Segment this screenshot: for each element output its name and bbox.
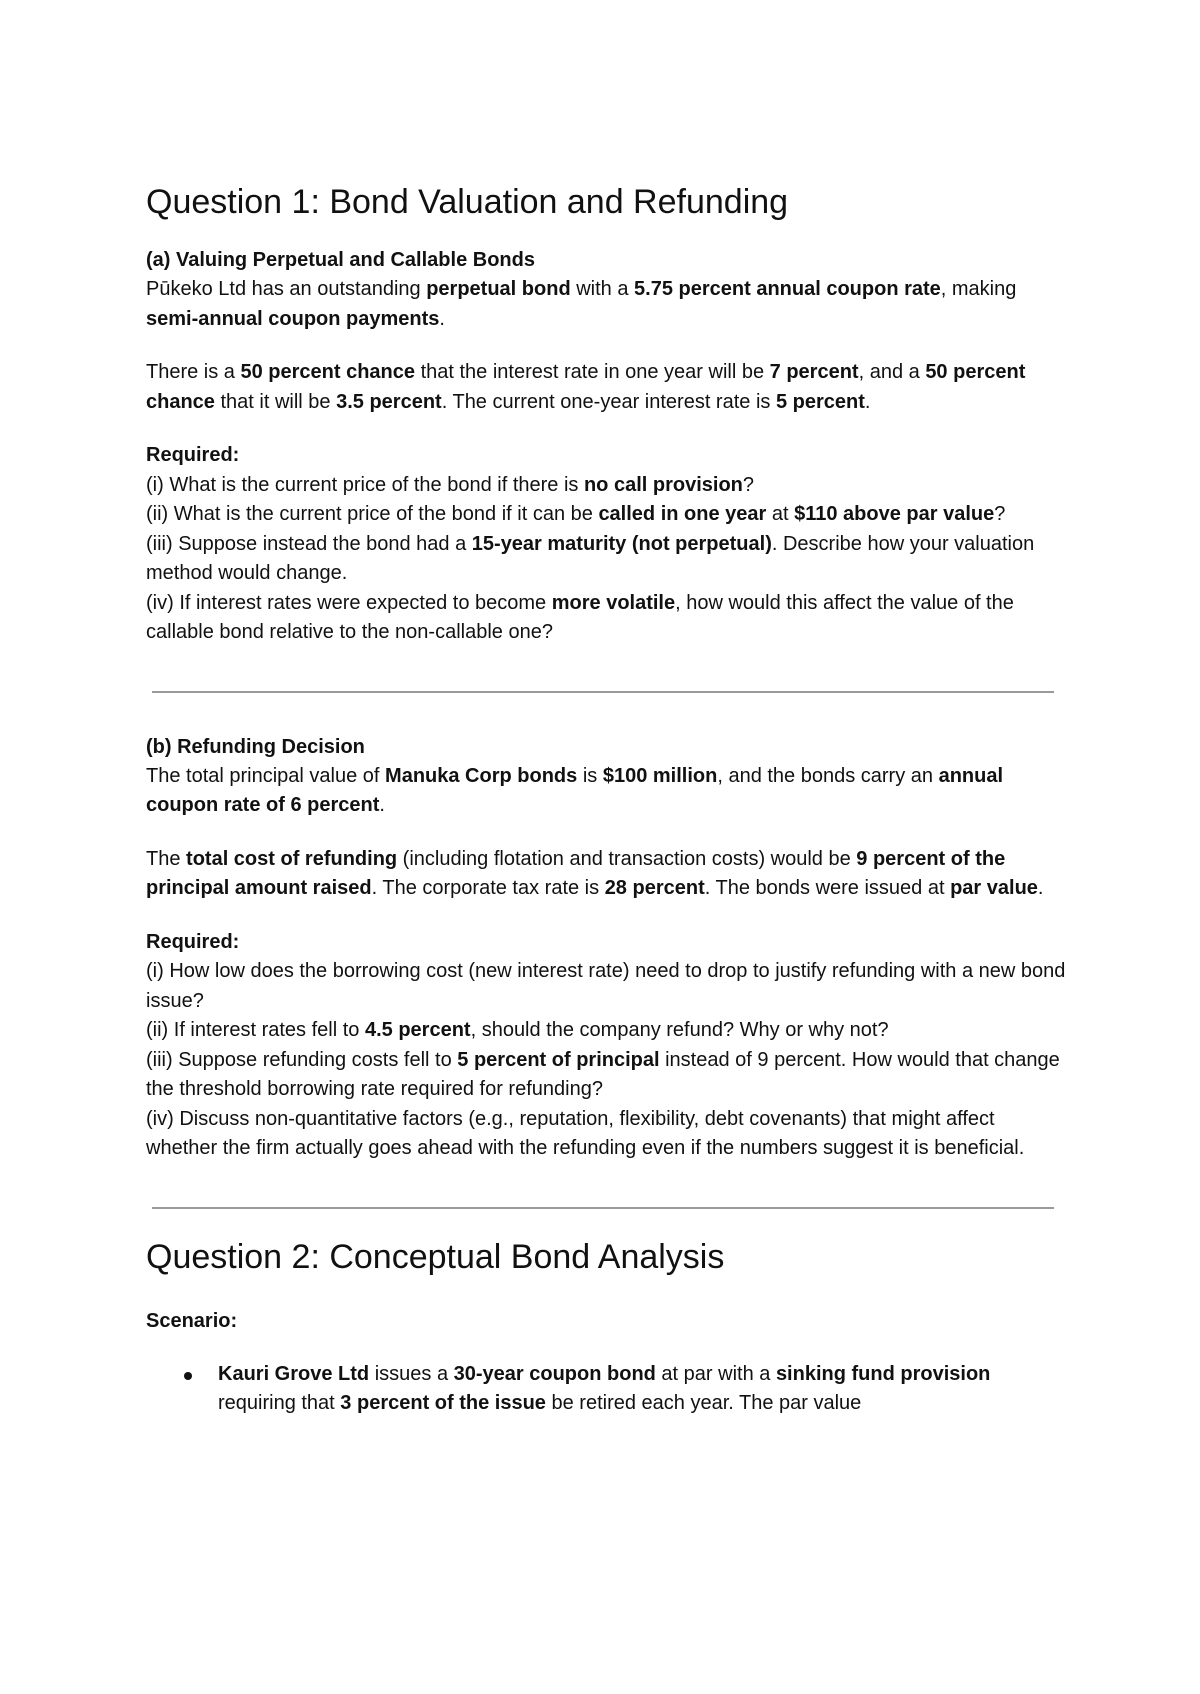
part-a-probabilities: There is a 50 percent chance that the interest rate in one year will be 7 percent, and a 50 percent chance that it will be 3.5 percent. The current one-year interest rate is 5 percent. [146,361,1026,413]
part-a-required-item: (ii) What is the current price of the bond if it can be called in one year at $110 above par value? [146,503,1006,525]
bullet-icon [184,1372,192,1380]
section-divider [152,691,1054,693]
section-divider [152,1207,1054,1209]
part-a-required-label: Required: [146,444,240,466]
part-a-required-item: (iv) If interest rates were expected to become more volatile, how would this affect the value of the callable bond relative to the non-callable one? [146,591,1014,643]
part-b-heading: (b) Refunding Decision [146,735,365,758]
part-b-required-item: (ii) If interest rates fell to 4.5 percent, should the company refund? Why or why not? [146,1019,889,1041]
part-b-required-item: (iii) Suppose refunding costs fell to 5 percent of principal instead of 9 percent. How would that change the threshold borrowing rate required for refunding? [146,1048,1060,1100]
part-b-required-item: (iv) Discuss non-quantitative factors (e.g., reputation, flexibility, debt covenants) that might affect whether the firm actually goes ahead with the refunding even if the numbers suggest it is beneficial. [146,1107,1025,1159]
part-a-intro: Pūkeko Ltd has an outstanding perpetual bond with a 5.75 percent annual coupon rate, making semi-annual coupon payments. [146,278,1017,330]
part-a-required-item: (i) What is the current price of the bond if there is no call provision? [146,473,755,496]
part-b-intro: The total principal value of Manuka Corp bonds is $100 million, and the bonds carry an annual coupon rate of 6 percent. [146,764,1004,816]
scenario-label: Scenario: [146,1309,238,1332]
part-a-required-list [146,471,1066,648]
document-page [146,180,1066,1419]
part-b-costs: The total cost of refunding (including flotation and transaction costs) would be 9 percent of the principal amount raised. The corporate tax rate is 28 percent. The bonds were issued at par value. [146,847,1044,899]
list-item: Kauri Grove Ltd issues a 30-year coupon bond at par with a sinking fund provision requiring that 3 percent of the issue be retired each year. The par value [218,1360,1066,1419]
question-1-title: Question 1: Bond Valuation and Refunding [146,183,789,221]
question-2-title: Question 2: Conceptual Bond Analysis [146,1237,725,1276]
part-a-required-item: (iii) Suppose instead the bond had a 15-year maturity (not perpetual). Describe how your valuation method would change. [146,532,1035,584]
scenario-list [146,1360,1066,1419]
part-b-required-list [146,957,1066,1164]
part-b-required-label: Required: [146,930,240,953]
part-b-required-item: (i) How low does the borrowing cost (new interest rate) need to drop to justify refunding with a new bond issue? [146,960,1066,1012]
part-a-heading: (a) Valuing Perpetual and Callable Bonds [146,249,535,271]
